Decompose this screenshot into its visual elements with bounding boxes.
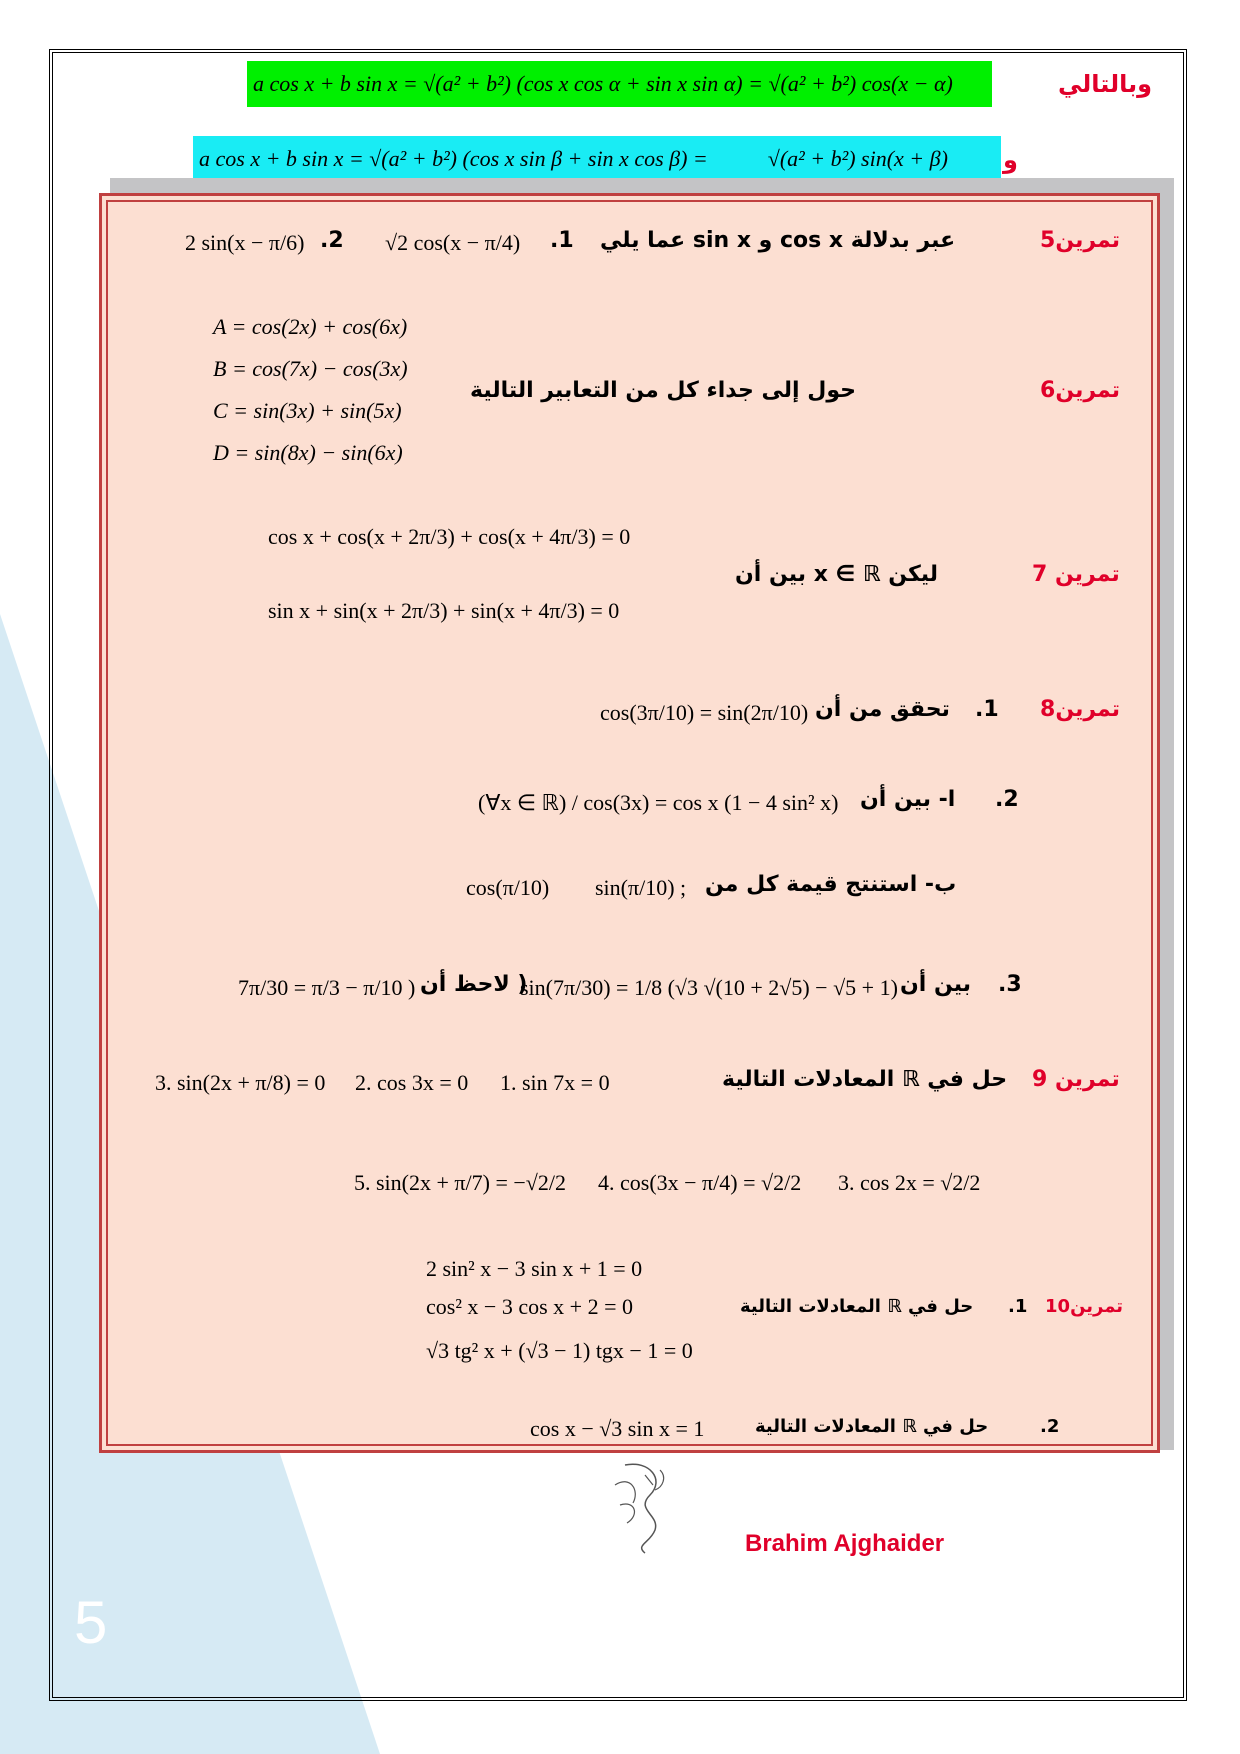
exercise-6-instruction: حول إلى جداء كل من التعابير التالية [470,378,856,403]
exercise-9-instruction: حل في ℝ المعادلات التالية [722,1067,1008,1092]
exercise-7-instruction: ليكن x ∈ ℝ بين أن [735,562,939,587]
exercise-6-label: تمرين6 [1040,378,1121,403]
therefore-label: وبالتالي [1058,70,1153,98]
exercise-8-label: تمرين8 [1040,697,1121,722]
exercise-10-q1-text: حل في ℝ المعادلات التالية [740,1296,974,1317]
exercise-8-q2b-text: ب- استنتج قيمة كل من [705,872,957,897]
author-name: Brahim Ajghaider [745,1530,945,1557]
exercise-5-instruction: عبر بدلالة cos x و sin x عما يلي [600,228,956,253]
exercise-9-eq2: 2. cos 3x = 0 [355,1070,469,1095]
exercise-10-q2-num: 2. [1040,1416,1060,1437]
exercise-6-line-c: C = sin(3x) + sin(5x) [213,398,402,423]
exercise-5-item2-num: 2. [320,228,344,253]
exercise-8-q2b-math1: sin(π/10) ; [595,875,687,900]
exercise-8-q2a-text: ا- بين أن [860,787,956,812]
formula-2-left: a cos x + b sin x = √(a² + b²) (cos x sin β + sin x cos β) = [199,146,708,171]
exercise-10-q2-text: حل في ℝ المعادلات التالية [755,1416,989,1437]
exercise-10-q2-math: cos x − √3 sin x = 1 [530,1416,705,1441]
formula-green-box [247,61,992,107]
page-number: 5 [74,1589,108,1656]
exercise-9-eq1: 1. sin 7x = 0 [500,1070,610,1095]
and-label: و [1003,146,1018,174]
exercise-6-line-a: A = cos(2x) + cos(6x) [213,314,408,339]
exercise-8-q2b-math2: cos(π/10) [466,875,550,900]
exercise-7-label: تمرين 7 [1032,562,1120,587]
exercise-8-q3-hint-math: 7π/30 = π/3 − π/10 ) [238,975,416,1000]
formula-cyan-box [193,136,1001,182]
exercise-8-q3-hint-text: ( لاحظ أن [420,972,528,997]
exercise-7-line1: cos x + cos(x + 2π/3) + cos(x + 4π/3) = 0 [268,524,631,549]
exercise-6-line-d: D = sin(8x) − sin(6x) [213,440,403,465]
exercise-5-item1: √2 cos(x − π/4) [385,230,521,255]
exercise-10-q1-num: 1. [1008,1296,1028,1317]
exercise-10-line2: cos² x − 3 cos x + 2 = 0 [426,1294,633,1319]
exercise-8-q1-num: 1. [975,697,999,722]
signature-image [605,1455,685,1555]
exercise-7-line2: sin x + sin(x + 2π/3) + sin(x + 4π/3) = 0 [268,598,620,623]
exercise-8-q3-text: بين أن [900,972,972,997]
exercise-8-q3-math: sin(7π/30) = 1/8 (√3 √(10 + 2√5) − √5 + 1) [520,975,898,1000]
exercise-9-eq3: 3. sin(2x + π/8) = 0 [155,1070,326,1095]
exercise-9-label: تمرين 9 [1032,1067,1120,1092]
exercise-5-label: تمرين5 [1040,228,1121,253]
exercise-8-q1-text: تحقق من أن [815,697,950,722]
exercise-10-line1: 2 sin² x − 3 sin x + 1 = 0 [426,1256,643,1281]
exercise-6-line-b: B = cos(7x) − cos(3x) [213,356,408,381]
exercise-10-line3: √3 tg² x + (√3 − 1) tgx − 1 = 0 [426,1338,693,1363]
exercise-9-eq5: 4. cos(3x − π/4) = √2/2 [598,1170,802,1195]
formula-2-right: √(a² + b²) sin(x + β) [767,146,948,171]
exercise-5-item1-num: 1. [550,228,574,253]
exercise-8-q2-num: 2. [995,787,1019,812]
exercise-10-label: تمرين10 [1045,1296,1124,1317]
exercise-8-q2a-math: (∀x ∈ ℝ) / cos(3x) = cos x (1 − 4 sin² x) [478,790,839,815]
formula-1: a cos x + b sin x = √(a² + b²) (cos x cos α + sin x sin α) = √(a² + b²) cos(x − α) [253,71,953,96]
exercise-8-q1-math: cos(3π/10) = sin(2π/10) [600,700,809,725]
exercise-9-eq4: 3. cos 2x = √2/2 [838,1170,981,1195]
exercise-8-q3-num: 3. [998,972,1022,997]
exercise-9-eq6: 5. sin(2x + π/7) = −√2/2 [354,1170,566,1195]
exercise-5-item2: 2 sin(x − π/6) [185,230,305,255]
